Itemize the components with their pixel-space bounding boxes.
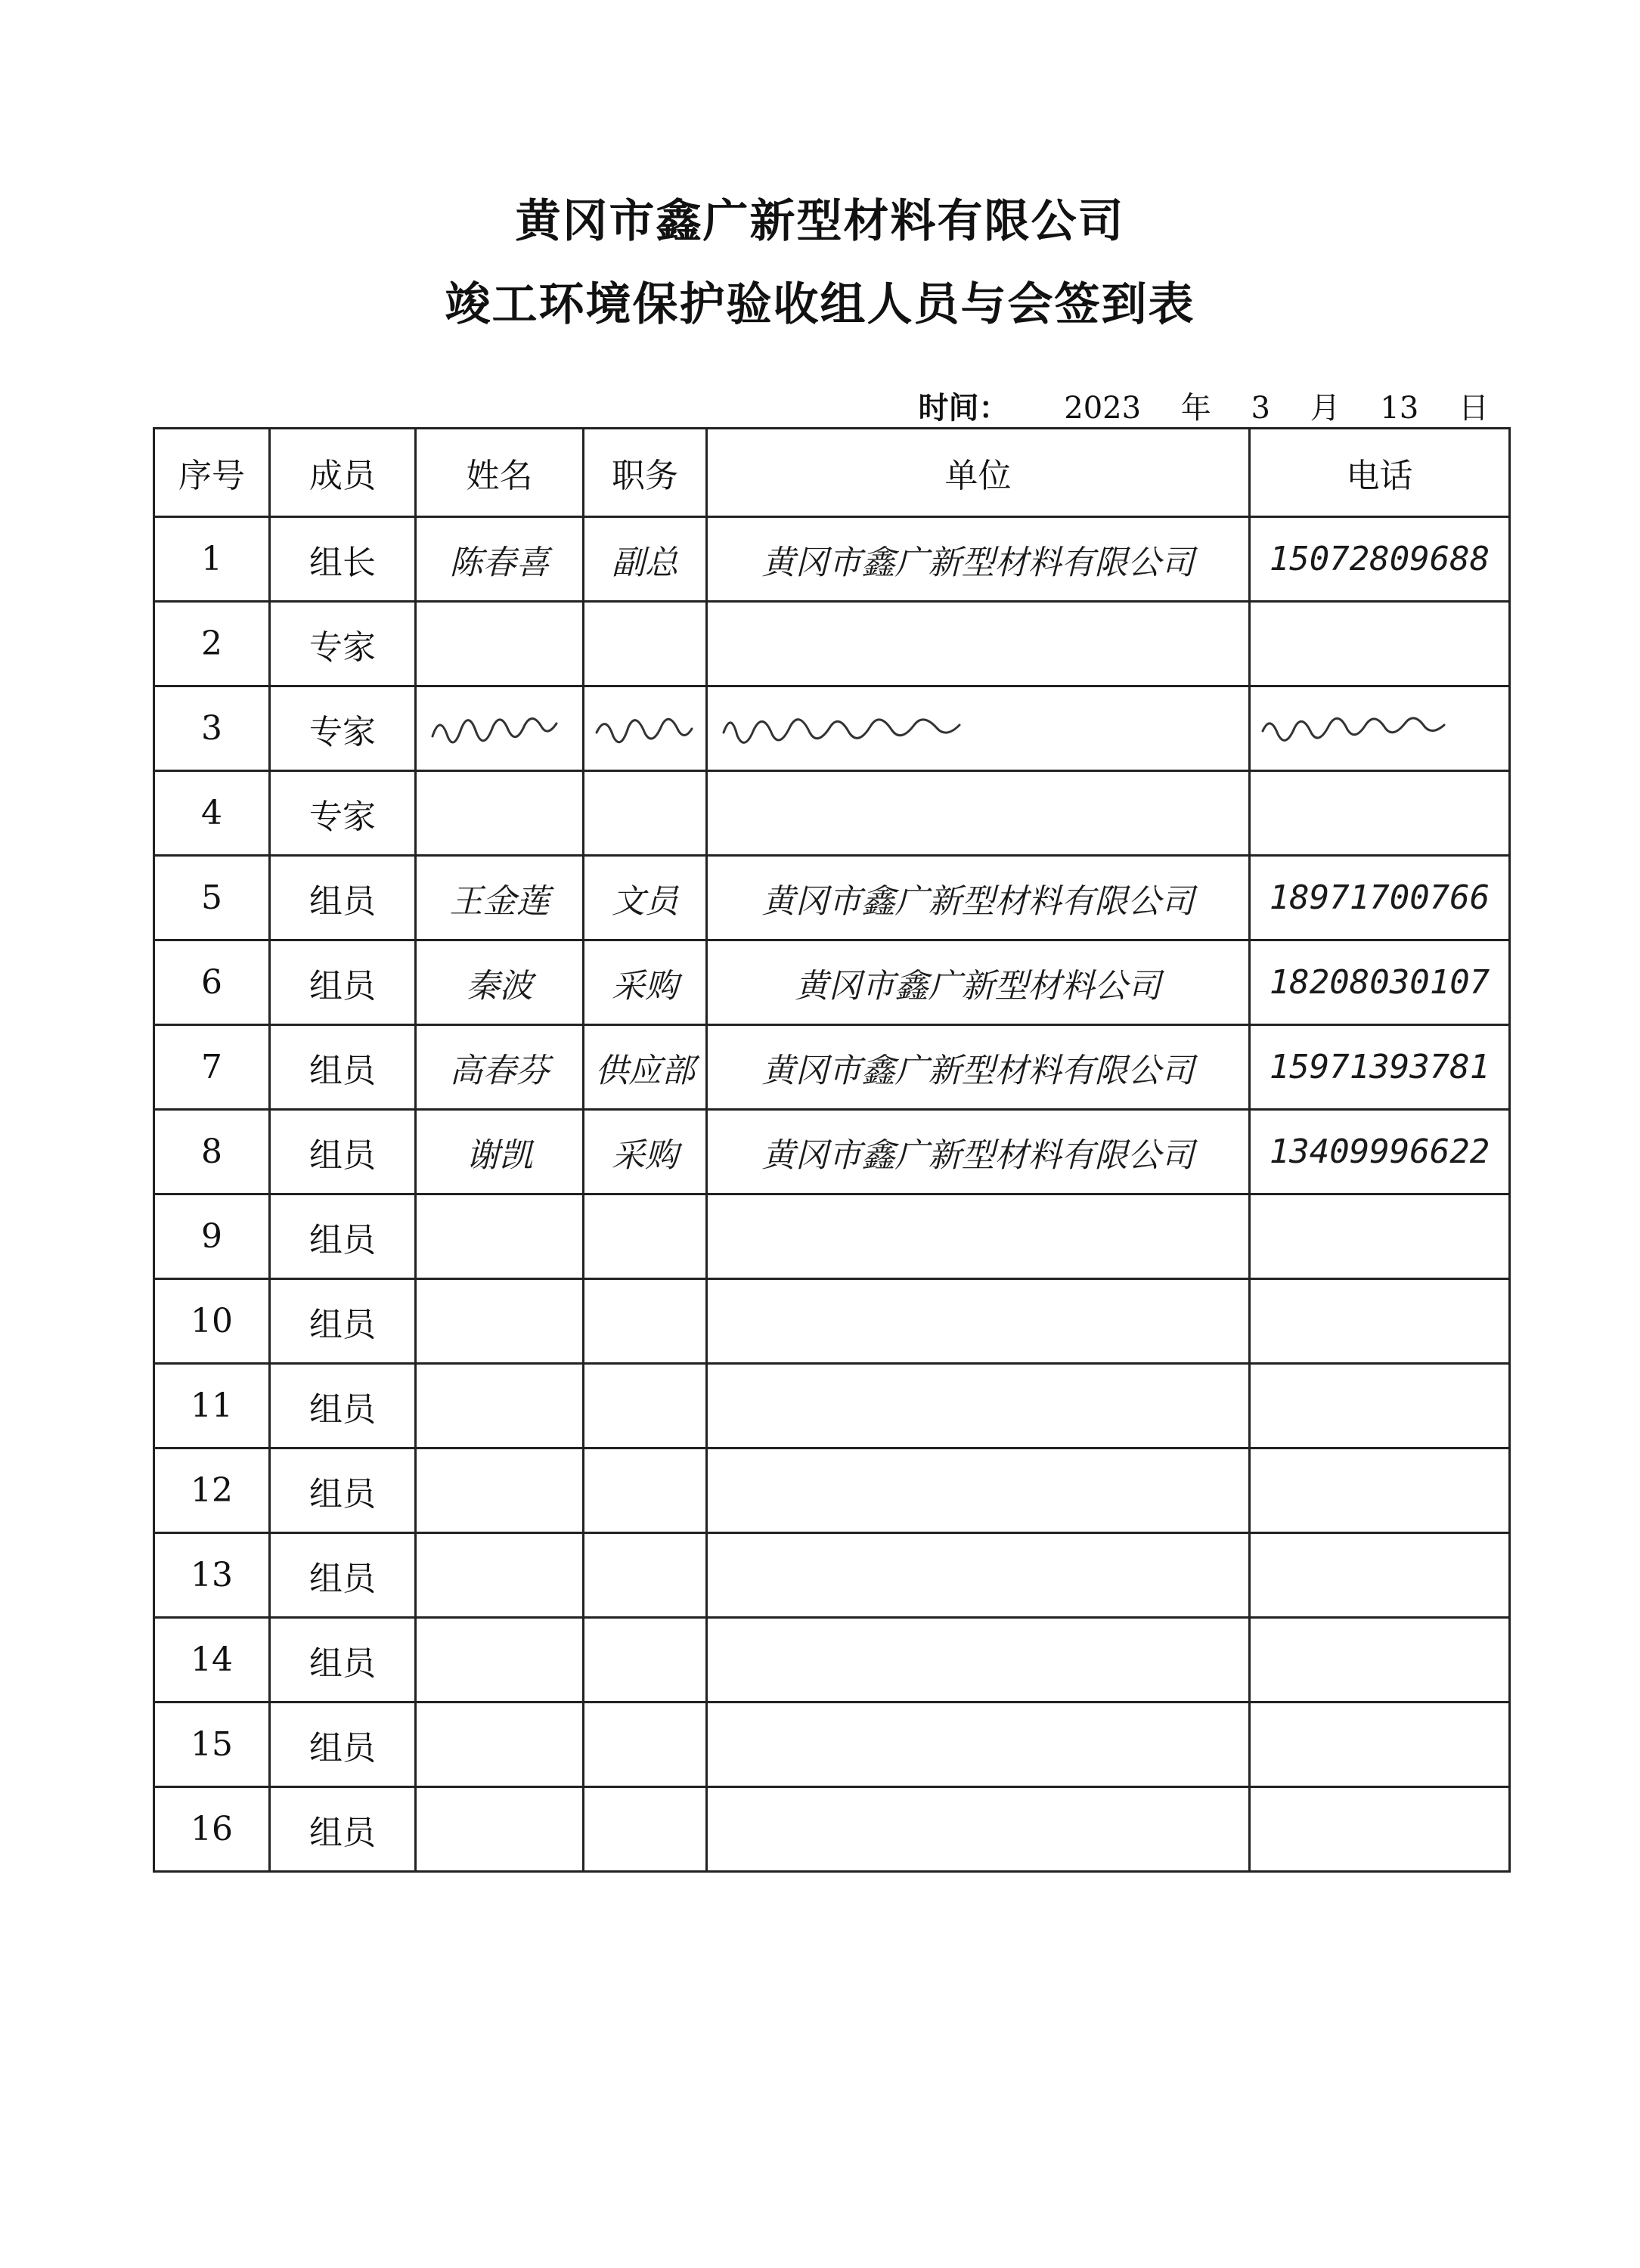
cell-name: 陈春喜: [416, 517, 584, 602]
cell-position: 副总: [584, 517, 707, 602]
cell-name: [416, 686, 584, 771]
cell-unit: [707, 1194, 1250, 1279]
handwriting-scribble: [589, 702, 702, 755]
table-row: [154, 1110, 1510, 1194]
col-header-member: 成员: [270, 429, 416, 517]
cell-seq: 9: [154, 1194, 270, 1279]
cell-member: 组长: [270, 517, 416, 602]
table-row: [154, 1533, 1510, 1618]
cell-phone: 15971393781: [1250, 1025, 1510, 1110]
table-row: [154, 1448, 1510, 1533]
table-row: [154, 1787, 1510, 1872]
cell-member: 组员: [270, 1787, 416, 1872]
cell-unit: 黄冈市鑫广新型材料公司: [707, 940, 1250, 1025]
cell-position: [584, 1618, 707, 1703]
cell-member: 专家: [270, 602, 416, 686]
date-month: 3: [1251, 391, 1270, 426]
cell-unit: 黄冈市鑫广新型材料有限公司: [707, 517, 1250, 602]
cell-position: [584, 771, 707, 856]
date-month-unit: 月: [1310, 391, 1341, 426]
cell-position: 供应部: [584, 1025, 707, 1110]
table-row: [154, 771, 1510, 856]
cell-phone: [1250, 1533, 1510, 1618]
cell-phone: [1250, 1703, 1510, 1787]
cell-name: [416, 1618, 584, 1703]
cell-unit: [707, 771, 1250, 856]
cell-member: 组员: [270, 1533, 416, 1618]
date-year-unit: 年: [1180, 391, 1211, 426]
cell-name: [416, 602, 584, 686]
cell-seq: 10: [154, 1279, 270, 1364]
cell-name: [416, 771, 584, 856]
cell-name: [416, 1194, 584, 1279]
cell-seq: 13: [154, 1533, 270, 1618]
col-header-unit: 单位: [707, 429, 1250, 517]
cell-phone: [1250, 1364, 1510, 1448]
cell-unit: [707, 1279, 1250, 1364]
cell-position: 采购: [584, 1110, 707, 1194]
date-label: 时间：: [918, 391, 1009, 426]
cell-phone: 15072809688: [1250, 517, 1510, 602]
cell-phone: [1250, 1194, 1510, 1279]
cell-name: [416, 1364, 584, 1448]
cell-phone: [1250, 602, 1510, 686]
cell-name: 高春芬: [416, 1025, 584, 1110]
cell-seq: 8: [154, 1110, 270, 1194]
cell-phone: [1250, 1279, 1510, 1364]
date-day-unit: 日: [1459, 391, 1489, 426]
cell-unit: [707, 1533, 1250, 1618]
cell-seq: 16: [154, 1787, 270, 1872]
cell-member: 组员: [270, 1279, 416, 1364]
cell-seq: 15: [154, 1703, 270, 1787]
company-title: 黄冈市鑫广新型材料有限公司: [515, 195, 1125, 248]
handwriting-scribble: [712, 702, 1136, 755]
cell-unit: [707, 1364, 1250, 1448]
cell-name: [416, 1703, 584, 1787]
cell-position: [584, 602, 707, 686]
cell-name: 秦波: [416, 940, 584, 1025]
cell-seq: 6: [154, 940, 270, 1025]
cell-seq: 5: [154, 856, 270, 940]
cell-position: 采购: [584, 940, 707, 1025]
date-day: 13: [1380, 391, 1419, 426]
date-year: 2023: [1064, 391, 1142, 426]
table-row: [154, 686, 1510, 771]
cell-member: 组员: [270, 1703, 416, 1787]
table-row: [154, 1618, 1510, 1703]
cell-unit: 黄冈市鑫广新型材料有限公司: [707, 1110, 1250, 1194]
cell-member: 组员: [270, 1025, 416, 1110]
table-row: [154, 940, 1510, 1025]
cell-phone: 18971700766: [1250, 856, 1510, 940]
cell-name: 王金莲: [416, 856, 584, 940]
cell-position: [584, 1703, 707, 1787]
form-title: 竣工环境保护验收组人员与会签到表: [445, 278, 1195, 331]
cell-position: [584, 1279, 707, 1364]
cell-member: 专家: [270, 771, 416, 856]
cell-seq: 12: [154, 1448, 270, 1533]
sign-in-table: [153, 427, 1511, 1873]
table-row: [154, 856, 1510, 940]
col-header-seq: 序号: [154, 429, 270, 517]
cell-member: 组员: [270, 1618, 416, 1703]
cell-member: 组员: [270, 1110, 416, 1194]
cell-seq: 3: [154, 686, 270, 771]
cell-unit: [707, 1703, 1250, 1787]
handwriting-scribble: [1255, 702, 1497, 755]
cell-phone: [1250, 686, 1510, 771]
col-header-position: 职务: [584, 429, 707, 517]
cell-name: 谢凯: [416, 1110, 584, 1194]
cell-name: [416, 1448, 584, 1533]
cell-unit: 黄冈市鑫广新型材料有限公司: [707, 856, 1250, 940]
cell-name: [416, 1787, 584, 1872]
table-row: [154, 1194, 1510, 1279]
cell-position: [584, 686, 707, 771]
date-line: [919, 384, 1489, 427]
table-row: [154, 602, 1510, 686]
cell-phone: 18208030107: [1250, 940, 1510, 1025]
cell-name: [416, 1279, 584, 1364]
cell-phone: 13409996622: [1250, 1110, 1510, 1194]
table-body: [154, 517, 1510, 1872]
cell-unit: 黄冈市鑫广新型材料有限公司: [707, 1025, 1250, 1110]
table-row: [154, 517, 1510, 602]
cell-position: [584, 1364, 707, 1448]
cell-unit: [707, 1618, 1250, 1703]
cell-unit: [707, 602, 1250, 686]
cell-unit: [707, 1787, 1250, 1872]
table-row: [154, 1703, 1510, 1787]
cell-phone: [1250, 771, 1510, 856]
cell-unit: [707, 1448, 1250, 1533]
cell-phone: [1250, 1448, 1510, 1533]
cell-seq: 14: [154, 1618, 270, 1703]
table-row: [154, 1364, 1510, 1448]
table-row: [154, 1025, 1510, 1110]
col-header-name: 姓名: [416, 429, 584, 517]
cell-position: [584, 1448, 707, 1533]
cell-position: [584, 1787, 707, 1872]
cell-seq: 4: [154, 771, 270, 856]
cell-position: 文员: [584, 856, 707, 940]
cell-unit: [707, 686, 1250, 771]
col-header-phone: 电话: [1250, 429, 1510, 517]
cell-member: 组员: [270, 1364, 416, 1448]
table-row: [154, 1279, 1510, 1364]
cell-position: [584, 1533, 707, 1618]
cell-member: 组员: [270, 1448, 416, 1533]
cell-member: 组员: [270, 1194, 416, 1279]
cell-member: 组员: [270, 940, 416, 1025]
cell-phone: [1250, 1618, 1510, 1703]
table-header-row: [154, 429, 1510, 517]
handwriting-scribble: [421, 702, 572, 755]
cell-position: [584, 1194, 707, 1279]
cell-member: 专家: [270, 686, 416, 771]
cell-seq: 1: [154, 517, 270, 602]
cell-member: 组员: [270, 856, 416, 940]
cell-seq: 7: [154, 1025, 270, 1110]
cell-name: [416, 1533, 584, 1618]
cell-seq: 2: [154, 602, 270, 686]
cell-seq: 11: [154, 1364, 270, 1448]
cell-phone: [1250, 1787, 1510, 1872]
